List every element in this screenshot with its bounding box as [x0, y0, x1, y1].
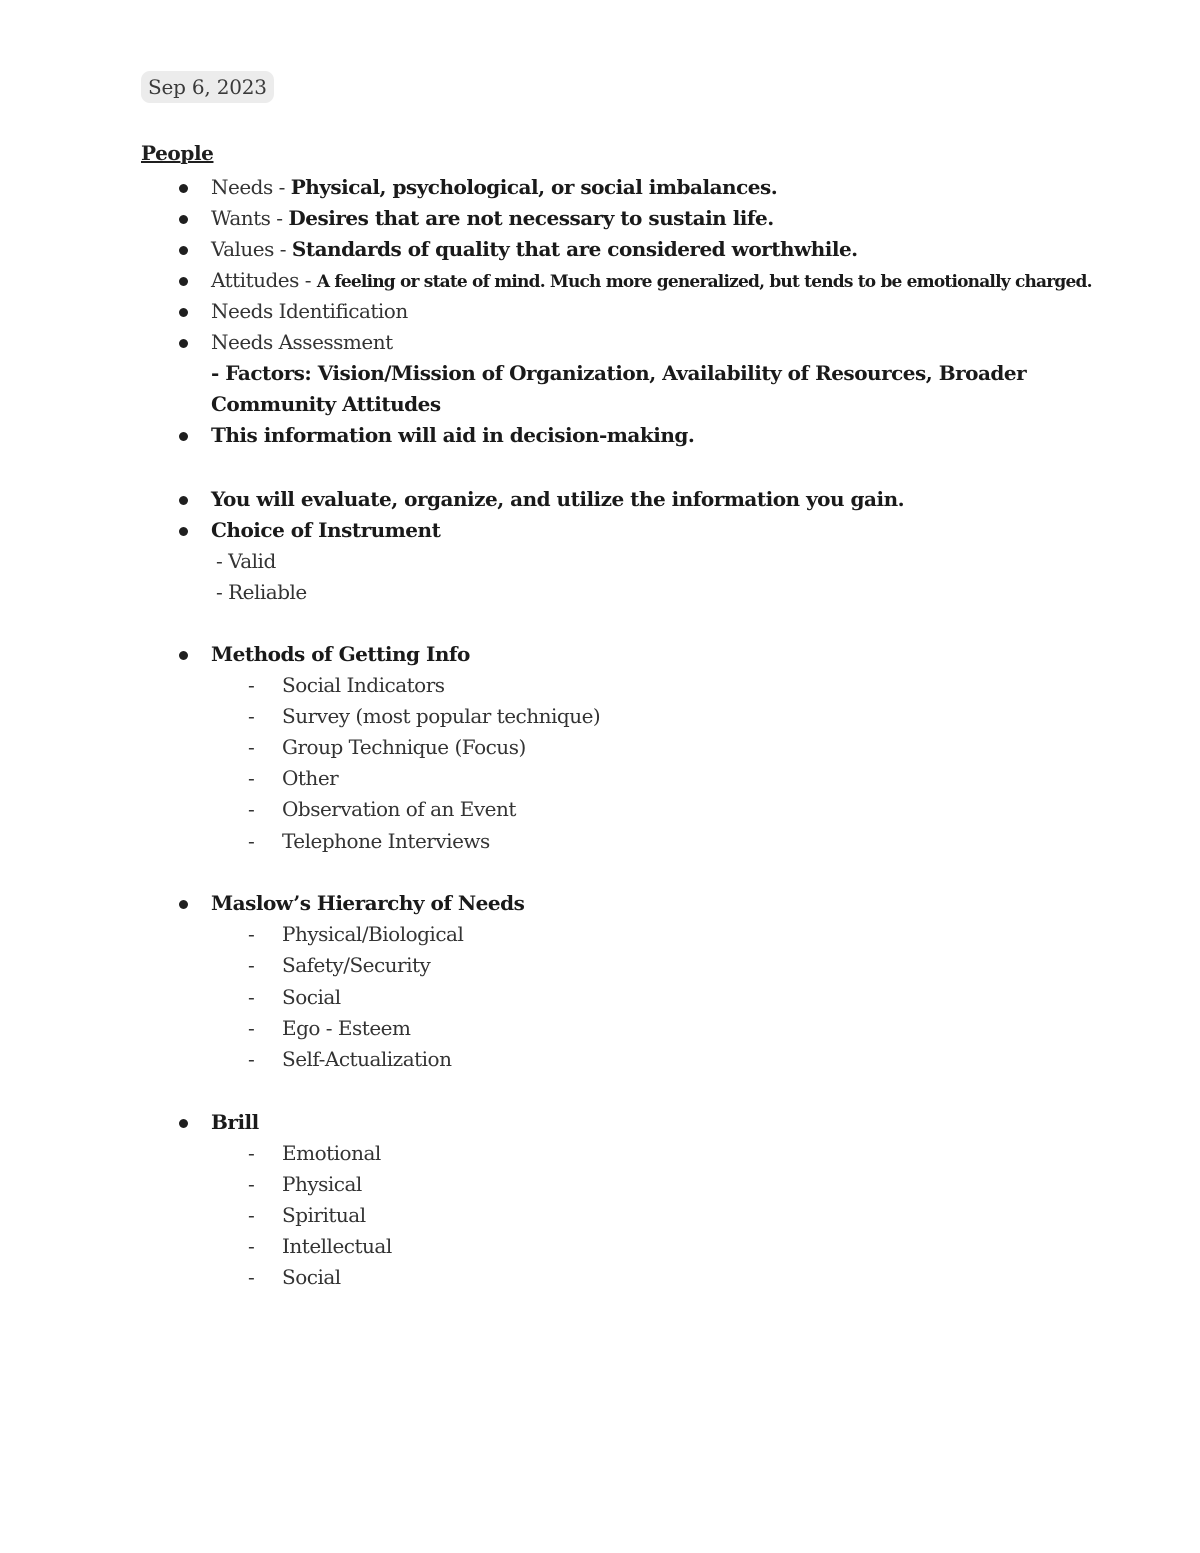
maslow-item: Safety/Security: [282, 953, 431, 978]
dash-marker: -: [248, 735, 255, 760]
dash-marker: -: [248, 797, 255, 822]
factors-line-continued: Community Attitudes: [211, 392, 441, 416]
dash-marker: -: [248, 953, 255, 978]
bullet-icon: [179, 900, 188, 909]
needs-label: Needs -: [211, 175, 291, 199]
dash-marker: -: [248, 704, 255, 729]
bullet-icon: [179, 496, 188, 505]
bullet-icon: [179, 432, 188, 441]
bullet-icon: [179, 184, 188, 193]
list-item-attitudes: [211, 265, 1092, 296]
list-item-methods: Methods of Getting Info: [211, 642, 470, 666]
dash-marker: -: [248, 1172, 255, 1197]
factors-line: - Factors: Vision/Mission of Organization, Availability of Resources, Broader: [211, 361, 1027, 385]
dash-marker: -: [248, 984, 255, 1009]
list-item-aid-decision: This information will aid in decision-making.: [211, 423, 695, 447]
bullet-icon: [179, 651, 188, 660]
dash-marker: -: [248, 1015, 255, 1040]
dash-marker: -: [248, 828, 255, 853]
instrument-valid: - Valid: [216, 549, 276, 573]
methods-item: Telephone Interviews: [282, 828, 490, 853]
methods-item: Other: [282, 766, 339, 791]
list-item-values: [211, 234, 858, 265]
methods-item: Group Technique (Focus): [282, 735, 526, 760]
dash-marker: -: [248, 673, 255, 697]
maslow-item: Self-Actualization: [282, 1047, 452, 1072]
wants-label: Wants -: [211, 206, 289, 230]
bullet-icon: [179, 215, 188, 224]
maslow-item: Ego - Esteem: [282, 1015, 411, 1040]
list-item-evaluate: You will evaluate, organize, and utilize the information you gain.: [211, 487, 905, 511]
attitudes-definition: A feeling or state of mind. Much more generalized, but tends to be emotionally charged.: [316, 272, 1092, 292]
maslow-item: Physical/Biological: [282, 922, 464, 946]
dash-marker: -: [248, 1265, 255, 1290]
list-item-needs-identification: Needs Identification: [211, 299, 408, 323]
dash-marker: -: [248, 922, 255, 946]
values-definition: Standards of quality that are considered worthwhile.: [291, 237, 858, 261]
bullet-icon: [179, 339, 188, 348]
methods-item: Social Indicators: [282, 673, 445, 697]
bullet-icon: [179, 1119, 188, 1128]
section-heading-people: People: [141, 141, 214, 165]
dash-marker: -: [248, 766, 255, 791]
bullet-icon: [179, 308, 188, 317]
needs-definition: Physical, psychological, or social imbalances.: [290, 175, 778, 199]
list-item-wants: [211, 203, 774, 234]
dash-marker: -: [248, 1047, 255, 1072]
instrument-reliable: - Reliable: [216, 580, 307, 604]
dash-marker: -: [248, 1141, 255, 1165]
wants-definition: Desires that are not necessary to sustain life.: [288, 206, 774, 230]
dash-marker: -: [248, 1203, 255, 1228]
attitudes-label: Attitudes -: [211, 268, 317, 292]
bullet-icon: [179, 277, 188, 286]
list-item-choice-instrument: Choice of Instrument: [211, 518, 441, 542]
brill-item: Social: [282, 1265, 341, 1290]
bullet-icon: [179, 527, 188, 536]
date-chip[interactable]: Sep 6, 2023: [141, 71, 274, 103]
dash-marker: -: [248, 1234, 255, 1259]
brill-item: Intellectual: [282, 1234, 392, 1259]
brill-item: Emotional: [282, 1141, 381, 1165]
bullet-icon: [179, 246, 188, 255]
list-item-maslow: Maslow’s Hierarchy of Needs: [211, 891, 525, 915]
brill-item: Physical: [282, 1172, 362, 1197]
methods-item: Survey (most popular technique): [282, 704, 601, 729]
values-label: Values -: [211, 237, 292, 261]
methods-item: Observation of an Event: [282, 797, 516, 822]
maslow-item: Social: [282, 984, 341, 1009]
list-item-needs: [211, 172, 777, 203]
brill-item: Spiritual: [282, 1203, 366, 1228]
list-item-needs-assessment: Needs Assessment: [211, 330, 393, 354]
list-item-brill: Brill: [211, 1110, 259, 1134]
